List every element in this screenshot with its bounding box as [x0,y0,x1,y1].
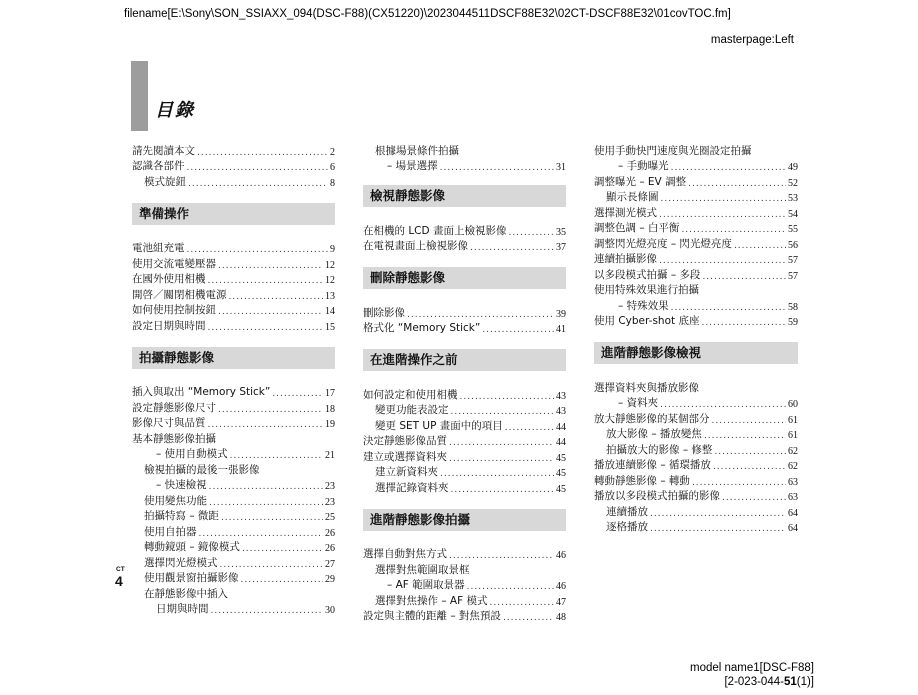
title-accent-bar [131,61,148,131]
toc-entry [363,561,566,577]
toc-entry [363,386,566,402]
toc-entry-title: 電池組充電 [132,242,185,254]
code-bold: 51 [783,676,797,688]
toc-entry-page: 53 [788,193,798,204]
section-spacer [363,207,566,222]
toc-entry-page: 64 [788,523,798,534]
toc-leader-dots [671,163,786,173]
toc-entry-title: 開啓／關閉相機電源 [132,288,227,301]
toc-entry-page: 26 [325,543,335,554]
toc-leader-dots [660,400,786,410]
toc-entry [132,384,335,400]
toc-entry [594,503,798,519]
toc-entry [132,477,335,493]
toc-entry-title: 變更 SET UP 畫面中的項目 [375,419,503,432]
toc-entry [363,304,566,320]
toc-entry-page: 25 [325,512,335,523]
toc-leader-dots [659,210,786,220]
toc-entry-page: 43 [556,406,566,417]
toc-entry-title: 影像尺寸與品質 [132,417,206,429]
toc-entry-title: 使用自拍器 [144,525,197,538]
toc-entry-page: 63 [788,492,798,503]
toc-entry [594,282,798,298]
toc-leader-dots [449,551,554,561]
toc-leader-dots [241,575,324,585]
section-spacer [132,225,335,240]
toc-leader-dots [242,544,323,554]
toc-entry-page: 49 [788,162,798,173]
toc-entry-title: 檢視拍攝的最後一張影像 [144,463,260,476]
model-footer [690,661,814,689]
section-spacer [132,333,335,347]
toc-entry-page: 12 [325,259,335,271]
toc-entry-title: 如何使用控制按鈕 [132,304,216,316]
toc-entry [594,297,798,313]
toc-entry-title: – AF 範圍取景器 [387,579,465,591]
toc-leader-dots [218,307,323,317]
toc-leader-dots [221,513,323,523]
toc-leader-dots [220,560,324,570]
toc-entry [363,464,566,480]
toc-entry [363,608,566,624]
toc-entry-page: 23 [325,481,335,492]
section-heading: 進階靜態影像拍攝 [363,509,566,531]
page-title: 目錄 [155,100,195,121]
toc-entry-page: 57 [788,255,798,266]
toc-entry [594,395,798,411]
toc-leader-dots [407,310,554,320]
section-heading: 拍攝靜態影像 [132,347,335,369]
toc-entry-title: 選擇記錄資料夾 [375,481,449,494]
toc-entry-title: 模式旋鈕 [144,175,186,188]
section-spacer [363,531,566,546]
toc-entry-page: 59 [788,317,798,328]
toc-leader-dots [230,451,323,461]
toc-column-2 [363,142,566,623]
toc-leader-dots [503,613,554,623]
toc-entry-page: 52 [788,177,798,189]
toc-leader-dots [272,389,323,399]
toc-entry [363,448,566,464]
toc-entry-page: 44 [556,437,566,448]
toc-entry [594,457,798,473]
toc-leader-dots [712,416,787,426]
toc-entry [132,142,335,158]
page-number: 4 [115,573,123,589]
toc-entry-page: 62 [788,461,798,472]
toc-leader-dots [671,303,786,313]
toc-entry-page: 45 [556,468,566,479]
toc-entry-title: 基本靜態影像拍攝 [132,432,216,445]
toc-leader-dots [208,323,324,333]
toc-leader-dots [218,261,323,271]
toc-entry-title: 調整曝光 – EV 調整 [594,175,687,188]
toc-leader-dots [440,469,554,479]
toc-entry-title: 使用手動快門速度與光圈設定拍攝 [594,144,752,157]
toc-leader-dots [701,318,786,328]
toc-entry-page: 62 [788,445,798,457]
toc-entry [132,302,335,318]
toc-entry [132,539,335,555]
toc-entry-page: 29 [325,574,335,585]
toc-entry-title: 轉動鏡頭 – 鏡像模式 [144,541,240,553]
section-spacer [132,189,335,203]
toc-entry [594,379,798,395]
toc-entry [594,235,798,251]
toc-leader-dots [482,325,554,335]
toc-entry [363,238,566,254]
section-spacer [363,289,566,304]
toc-entry-page: 18 [325,403,335,415]
toc-entry-page: 8 [330,177,335,189]
toc-leader-dots [218,405,323,415]
toc-leader-dots [714,447,786,457]
toc-leader-dots [187,245,329,255]
section-heading: 準備操作 [132,203,335,225]
toc-entry-title: 設定靜態影像尺寸 [132,401,216,414]
toc-entry-title: 根據場景條件拍攝 [375,144,459,157]
toc-entry-title: – 特殊效果 [618,299,669,312]
toc-entry-page: 64 [788,507,798,519]
toc-entry-title: 在國外使用相機 [132,273,206,285]
masterpage-header: masterpage:Left [710,34,794,46]
toc-entry-title: 調整閃光燈亮度 – 閃光燈亮度 [594,237,732,250]
toc-leader-dots [650,509,786,519]
toc-entry-page: 26 [325,527,335,539]
toc-entry [594,410,798,426]
toc-leader-dots [467,582,554,592]
toc-entry-title: 使用觀景窗拍攝影像 [144,572,239,584]
toc-entry-page: 31 [556,162,566,173]
toc-leader-dots [199,529,324,539]
toc-entry-title: 在靜態影像中插入 [144,587,228,600]
toc-entry-title: 認識各部件 [132,160,185,172]
section-heading: 檢視靜態影像 [363,185,566,207]
toc-entry-title: 刪除影像 [363,306,405,319]
toc-entry-page: 37 [556,242,566,253]
toc-entry-title: 如何設定和使用相機 [363,388,458,401]
toc-entry [594,488,798,504]
toc-entry-title: 選擇對焦範圍取景框 [375,563,470,576]
code-prefix: [2-023-044- [724,676,784,688]
toc-entry [594,158,798,174]
toc-entry-title: 播放以多段模式拍攝的影像 [594,490,720,502]
toc-entry-title: – 使用自動模式 [156,448,228,460]
toc-entry [363,142,566,158]
toc-entry-page: 15 [325,321,335,333]
section-spacer [132,369,335,384]
toc-leader-dots [451,407,555,417]
toc-leader-dots [702,272,786,282]
toc-entry [132,585,335,601]
toc-entry-page: 45 [556,483,566,495]
toc-entry-page: 48 [556,612,566,623]
toc-entry-page: 56 [788,239,798,251]
toc-entry-page: 55 [788,224,798,235]
toc-entry [132,173,335,189]
toc-entry [132,446,335,462]
toc-entry-page: 17 [325,388,335,399]
toc-entry-page: 46 [556,550,566,561]
toc-leader-dots [460,392,555,402]
toc-entry-title: 播放連續影像 – 循環播放 [594,459,711,471]
toc-leader-dots [704,431,786,441]
toc-entry-title: 變更功能表設定 [375,404,449,416]
toc-entry-page: 23 [325,496,335,508]
toc-entry [132,158,335,174]
toc-entry-title: 顯示長條圖 [606,191,659,203]
filename-header: filename[E:\Sony\SON_SSIAXX_094(DSC-F88)(CX51220)\2023044511DSCF88E32\02CT-DSCF88E32\01covTOC.fm] [124,8,731,20]
toc-entry-title: – 資料夾 [618,397,659,409]
toc-entry [594,472,798,488]
toc-entry-page: 61 [788,414,798,426]
toc-entry [132,255,335,271]
section-spacer [594,328,798,342]
toc-entry-page: 19 [325,419,335,430]
toc-entry-title: 拍攝放大的影像 – 修整 [606,443,713,456]
toc-leader-dots [229,292,324,302]
toc-entry [594,220,798,236]
toc-entry-page: 45 [556,452,566,464]
toc-leader-dots [688,179,786,189]
toc-entry-title: 請先閱讀本文 [132,144,195,157]
toc-entry [594,519,798,535]
toc-entry [132,415,335,431]
toc-leader-dots [187,163,329,173]
toc-entry [363,222,566,238]
toc-entry [132,461,335,477]
toc-entry-page: 6 [330,162,335,173]
toc-entry [132,240,335,256]
toc-entry-title: 以多段模式拍攝 – 多段 [594,268,701,281]
toc-leader-dots [722,493,786,503]
toc-entry-title: 插入與取出 “Memory Stick” [132,386,271,398]
toc-entry-title: 連續播放 [606,505,648,518]
toc-entry-title: 日期與時間 [156,603,209,615]
toc-entry [132,430,335,446]
toc-entry-title: 逐格播放 [606,521,648,533]
toc-leader-dots [209,482,323,492]
toc-entry-title: 建立或選擇資料夾 [363,450,447,463]
section-spacer [363,335,566,349]
toc-leader-dots [451,485,555,495]
toc-entry-page: 30 [325,605,335,616]
toc-entry [132,601,335,617]
model-name-line: model name1[DSC-F88] [690,662,814,674]
toc-entry [363,479,566,495]
toc-entry-title: 調整色調 – 白平衡 [594,222,680,234]
toc-entry-page: 2 [330,146,335,158]
toc-entry-page: 44 [556,421,566,433]
toc-entry-title: 在相機的 LCD 畫面上檢視影像 [363,224,507,237]
toc-leader-dots [449,438,554,448]
toc-leader-dots [659,256,786,266]
toc-entry [594,204,798,220]
section-spacer [363,371,566,386]
section-spacer [363,495,566,509]
toc-leader-dots [208,420,324,430]
toc-entry [363,320,566,336]
page-language-code: CT [116,566,125,573]
toc-entry [363,433,566,449]
toc-entry-page: 61 [788,430,798,441]
toc-leader-dots [661,194,787,204]
toc-entry-title: – 手動曝光 [618,160,669,172]
toc-entry-page: 14 [325,306,335,317]
toc-entry [363,417,566,433]
toc-entry [132,492,335,508]
toc-leader-dots [211,606,324,616]
toc-entry-title: 使用 Cyber-shot 底座 [594,315,700,327]
toc-entry [594,251,798,267]
toc-entry-title: 在電視畫面上檢視影像 [363,240,468,252]
toc-entry-page: 57 [788,270,798,282]
toc-leader-dots [692,478,786,488]
toc-entry [363,402,566,418]
toc-entry [132,271,335,287]
toc-entry-page: 47 [556,596,566,608]
model-code-line [690,675,814,689]
toc-entry-page: 41 [556,324,566,335]
toc-entry-title: 設定日期與時間 [132,319,206,332]
toc-entry-title: 選擇測光模式 [594,206,657,219]
toc-leader-dots [440,163,554,173]
toc-entry [132,554,335,570]
toc-entry [132,286,335,302]
toc-entry [363,577,566,593]
toc-leader-dots [188,179,328,189]
toc-leader-dots [505,423,554,433]
toc-entry-page: 58 [788,301,798,313]
toc-entry-page: 9 [330,244,335,255]
section-heading: 進階靜態影像檢視 [594,342,798,364]
toc-entry-page: 54 [788,208,798,220]
toc-entry-page: 21 [325,450,335,461]
toc-entry-page: 63 [788,476,798,488]
toc-entry-page: 60 [788,399,798,410]
toc-entry [594,266,798,282]
toc-leader-dots [713,462,786,472]
toc-entry-page: 46 [556,581,566,592]
toc-entry-title: 放大影像 – 播放變焦 [606,428,702,440]
toc-entry-title: 選擇對焦操作 – AF 模式 [375,594,488,607]
toc-entry-page: 39 [556,308,566,320]
toc-leader-dots [650,524,786,534]
toc-entry-page: 27 [325,558,335,570]
toc-entry [132,523,335,539]
toc-leader-dots [197,148,328,158]
toc-leader-dots [490,598,555,608]
toc-entry [132,508,335,524]
code-suffix: (1)] [796,676,814,688]
toc-entry-page: 12 [325,275,335,286]
toc-entry [594,173,798,189]
section-spacer [363,253,566,267]
toc-leader-dots [449,454,554,464]
toc-entry-page: 43 [556,390,566,402]
toc-leader-dots [734,241,786,251]
toc-entry-title: 拍攝特寫 – 微距 [144,510,219,522]
toc-column-3 [594,142,798,534]
toc-entry [594,142,798,158]
toc-entry [594,426,798,442]
section-heading: 在進階操作之前 [363,349,566,371]
toc-entry-title: 決定靜態影像品質 [363,435,447,447]
toc-entry-title: 格式化 “Memory Stick” [363,322,481,334]
toc-entry-page: 13 [325,290,335,302]
toc-entry-title: 建立新資料夾 [375,466,438,478]
toc-entry-title: 轉動靜態影像 – 轉動 [594,474,690,487]
toc-entry-title: 選擇閃光燈模式 [144,556,218,569]
toc-leader-dots [209,498,323,508]
toc-entry [132,570,335,586]
toc-entry [594,189,798,205]
toc-entry-title: 使用特殊效果進行拍攝 [594,284,699,296]
toc-entry-title: 放大靜態影像的某個部分 [594,412,710,425]
toc-entry-title: – 場景選擇 [387,160,438,172]
toc-entry-title: 連續拍攝影像 [594,253,657,265]
toc-leader-dots [470,243,554,253]
toc-entry [132,399,335,415]
toc-entry-page: 35 [556,226,566,238]
toc-entry-title: 選擇資料夾與播放影像 [594,381,699,394]
toc-entry [594,313,798,329]
section-heading: 刪除靜態影像 [363,267,566,289]
toc-leader-dots [508,228,554,238]
toc-entry [594,441,798,457]
section-spacer [594,364,798,379]
toc-entry-title: 使用變焦功能 [144,494,207,507]
toc-column-1 [132,142,335,616]
toc-entry-title: 設定與主體的距離 – 對焦預設 [363,610,501,622]
toc-entry-title: 選擇自動對焦方式 [363,548,447,560]
toc-entry [363,592,566,608]
toc-leader-dots [681,225,786,235]
toc-leader-dots [208,276,324,286]
toc-entry [363,546,566,562]
toc-entry-title: 使用交流電變壓器 [132,257,216,270]
toc-entry [363,158,566,174]
toc-gap [363,173,566,185]
toc-entry-title: – 快速檢視 [156,479,207,491]
toc-entry [132,317,335,333]
